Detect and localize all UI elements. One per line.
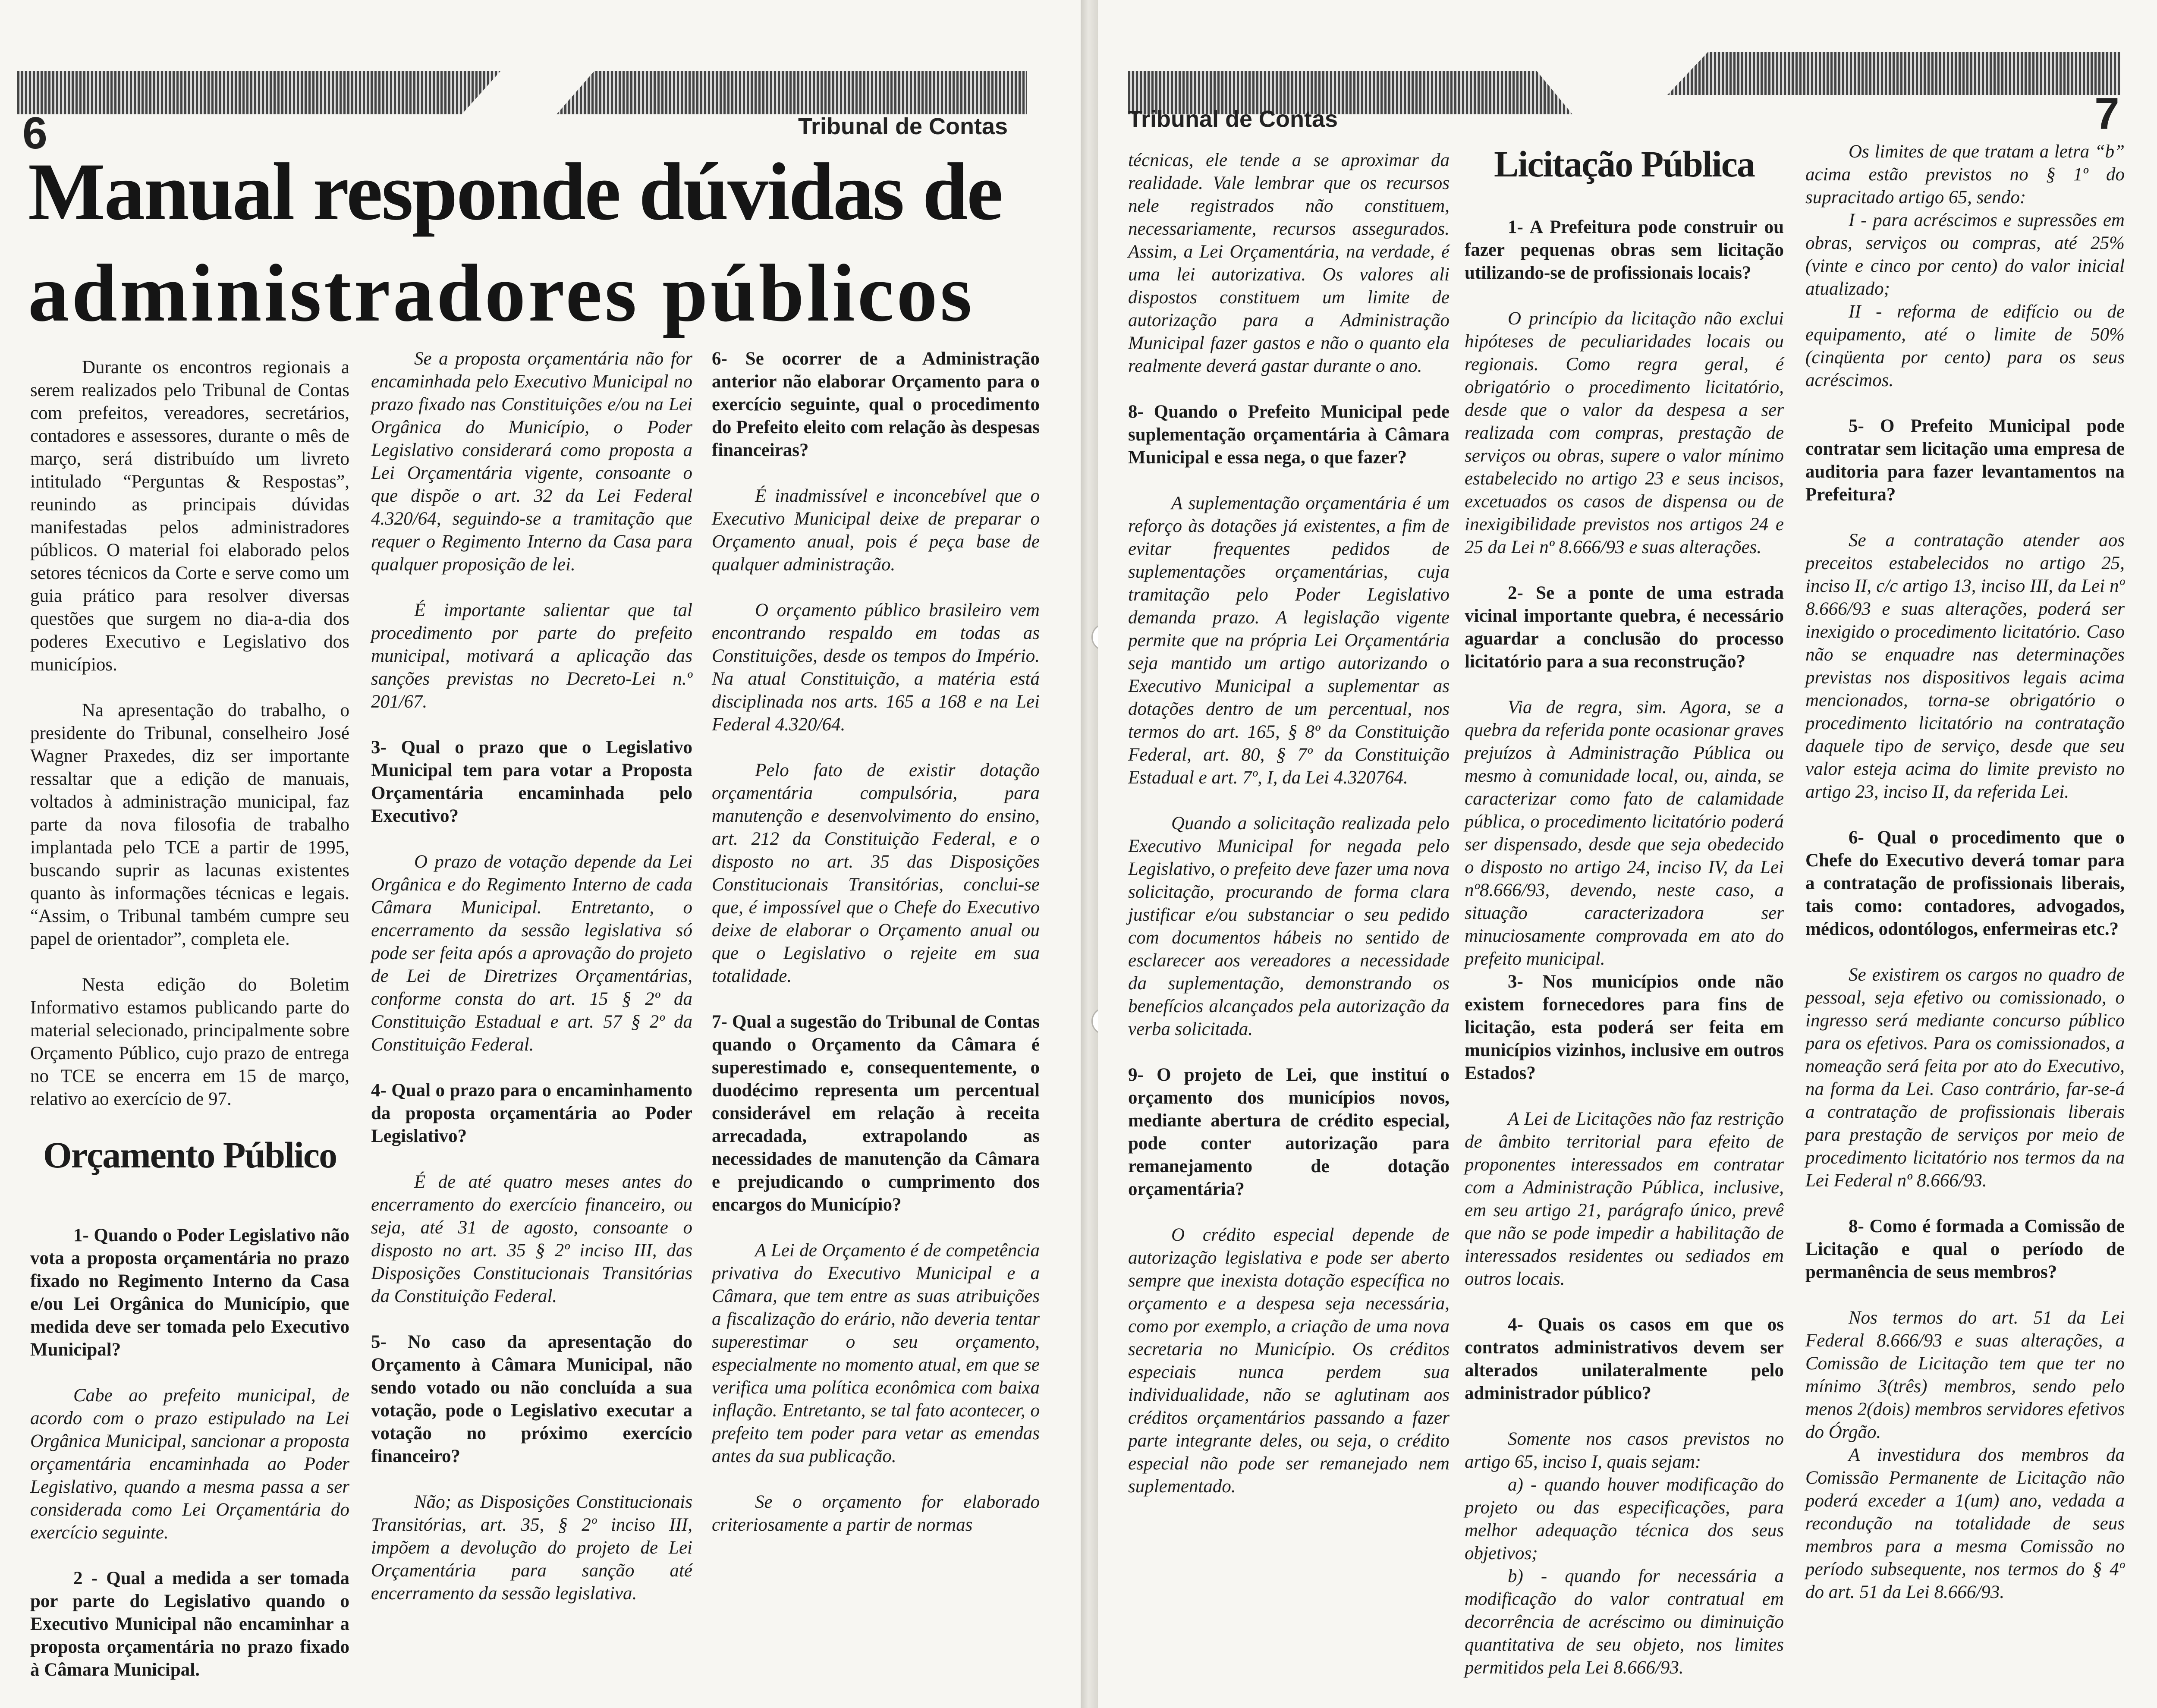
answer: Somente nos casos previstos no artigo 65, inciso I, quais sejam: — [1465, 1429, 1784, 1472]
question: 8- Quando o Prefeito Municipal pede suplementação orçamentária à Câmara Municipal e essa nega, o que fazer? — [1128, 402, 1450, 468]
answer: Se o orçamento for elaborado criteriosamente a partir de normas — [712, 1492, 1040, 1535]
answer: Se a proposta orçamentária não for encaminhada pelo Executivo Municipal no prazo fixado nas Constituições e/ou na Lei Orgânica do Município, o Poder Legislativo considerará como proposta a Lei Orçamentária vigente, consoante o que dispõe o art. 32 da Lei Federal 4.320/64, seguindo-se a tramitação que requer o Regimento Interno da Casa para qualquer proposição de lei. — [371, 349, 692, 575]
answer: a) - quando houver modificação do projeto ou das especificações, para melhor adequação técnica dos seus objetivos; — [1465, 1475, 1784, 1563]
answer: É importante salientar que tal procedimento por parte do prefeito municipal, motivará a aplicação das sanções previstas no Decreto-Lei n.º 201/67. — [371, 600, 692, 712]
question: 8- Como é formada a Comissão de Licitação e qual o período de permanência de seus membros? — [1805, 1216, 2125, 1282]
answer: O crédito especial depende de autorização legislativa e pode ser aberto sempre que inexista dotação específica no orçamento e a despesa seja necessária, como por exemplo, a criação de uma nova secretaria no Município. Os créditos especiais nunca perdem sua individualidade, não se aglutinam aos créditos orçamentários passando a fazer parte integrante deles, ou seja, o crédito especial não pode ser remanejado nem suplementado. — [1128, 1225, 1450, 1497]
page-number: 6 — [22, 108, 47, 158]
answer: Não; as Disposições Constitucionais Transitórias, art. 35, § 2º inciso III, impõem a devolução do projeto de Lei Orçamentária para sanção até encerramento da sessão legislativa. — [371, 1492, 692, 1604]
headline-line-2: administradores públicos — [28, 248, 975, 339]
answer: II - reforma de edifício ou de equipamento, até o limite de 50% (cinqüenta por cento) para os seus acréscimos. — [1805, 302, 2125, 390]
answer: A Lei de Licitações não faz restrição de âmbito territorial para efeito de proponentes interessados em contratar com a Administração Pública, inclusive, em seu artigo 21, parágrafo único, prevê que não se pode impedir a habilitação de interessados residentes ou sediados em outros locais. — [1465, 1109, 1784, 1289]
answer: É inadmissível e inconcebível que o Executivo Municipal deixe de preparar o Orçamento anual, pois é peça base de qualquer administração. — [712, 486, 1040, 575]
answer: Se existirem os cargos no quadro de pessoal, seja efetivo ou comissionado, o ingresso será mediante concurso público para os efetivos. Para os comissionados, a nomeação será feita por ato do Executivo, na forma da Lei. Caso contrário, far-se-á a contratação de profissionais liberais para prestação de serviços por meio de procedimento licitatório nos termos da na Lei Federal nº 8.666/93. — [1805, 965, 2125, 1191]
page-fold — [1081, 0, 1098, 1708]
question: 1- Quando o Poder Legislativo não vota a proposta orçamentária no prazo fixado no Regimento Interno da Casa e/ou Lei Orgânica do Município, que medida deve ser tomada pelo Executivo Municipal? — [30, 1225, 349, 1360]
question: 7- Qual a sugestão do Tribunal de Contas quando o Orçamento da Câmara é superestimado e, consequentemente, o duodécimo representa um percentual considerável em relação à receita arrecadada, extrapolando as necessidades de manutenção da Câmara e prejudicando o cumprimento dos encargos do Município? — [712, 1012, 1040, 1215]
header-decor-bar — [17, 71, 500, 114]
intro-paragraph: Na apresentação do trabalho, o presidente do Tribunal, conselheiro José Wagner Praxedes, diz ser importante ressaltar que a edição de manuais, voltados à administração municipal, faz parte da nova filosofia de trabalho implantada pelo TCE a partir de 1995, buscando suprir as lacunas existentes quanto às informações técnicas e legais. “Assim, o Tribunal também cumpre seu papel de orientador”, completa ele. — [30, 700, 349, 949]
question: 2- Se a ponte de uma estrada vicinal importante quebra, é necessário aguardar a conclusão do processo licitatório para a sua reconstrução? — [1465, 583, 1784, 672]
answer: b) - quando for necessária a modificação do valor contratual em decorrência de acréscimo ou diminuição quantitativa de seu objeto, nos limites permitidos pela Lei 8.666/93. — [1465, 1566, 1784, 1678]
answer: O prazo de votação depende da Lei Orgânica e do Regimento Interno de cada Câmara Municipal. Entretanto, o encerramento da sessão legislativa só pode ser feita após a aprovação do projeto de Lei de Diretrizes Orçamentárias, conforme consta do art. 15 § 2º da Constituição Estadual e art. 57 § 2º da Constituição Federal. — [371, 852, 692, 1055]
question: 5- O Prefeito Municipal pode contratar sem licitação uma empresa de auditoria para fazer levantamentos na Prefeitura? — [1805, 416, 2125, 505]
intro-paragraph: Nesta edição do Boletim Informativo estamos publicando parte do material selecionado, principalmente sobre Orçamento Público, cujo prazo de entrega no TCE se encerra em 15 de março, relativo ao exercício de 97. — [30, 975, 349, 1109]
answer: Pelo fato de existir dotação orçamentária compulsória, para manutenção e desenvolvimento do ensino, art. 212 da Constituição Federal, e o disposto no art. 35 das Disposições Constitucionais Transitórias, conclui-se que, é impossível que o Chefe do Executivo deixe de elaborar o Orçamento anual ou que o Legislativo o rejeite em sua totalidade. — [712, 760, 1040, 986]
question: 1- A Prefeitura pode construir ou fazer pequenas obras sem licitação utilizando-se de profissionais locais? — [1465, 217, 1784, 283]
answer: Se a contratação atender aos preceitos estabelecidos no artigo 25, inciso II, c/c artigo 13, inciso III, da Lei nº 8.666/93 e suas alterações, poderá ser inexigido o procedimento licitatório. Caso não se enquadre nas determinações previstas nos dispositivos legais acima mencionados, torna-se obrigatório o procedimento licitatório na contratação daquele tipo de serviço, desde que seu valor esteja acima do limite previsto no artigo 23, inciso II, da referida Lei. — [1805, 530, 2125, 802]
intro-paragraph: Durante os encontros regionais a serem realizados pelo Tribunal de Contas com prefeitos, vereadores, secretários, contadores e assessores, durante o mês de março, será distribuído um livreto intitulado “Perguntas & Respostas”, reunindo as principais dúvidas manifestadas pelos administradores públicos. O material foi elaborado pelos setores técnicos da Corte e serve como um guia prático para resolver diversas questões que surgem no dia-a-dia dos poderes Executivo e Legislativo dos municípios. — [30, 357, 349, 675]
headline-line-1: Manual responde dúvidas de — [28, 147, 1002, 237]
question: 4- Qual o prazo para o encaminhamento da proposta orçamentária ao Poder Legislativo? — [371, 1080, 692, 1146]
question: 5- No caso da apresentação do Orçamento à Câmara Municipal, não sendo votado ou não concluída a sua votação, pode o Legislativo executar a votação no próximo exercício financeiro? — [371, 1332, 692, 1466]
header-decor-bar — [1667, 52, 2120, 95]
answer: Nos termos do art. 51 da Lei Federal 8.666/93 e suas alterações, a Comissão de Licitação tem que ter no mínimo 3(três) membros, sendo pelo menos 2(dois) membros servidores efetivos do Órgão. — [1805, 1308, 2125, 1442]
running-header: Tribunal de Contas — [1128, 106, 1338, 132]
answer: Os limites de que tratam a letra “b” acima estão previstos no § 1º do supracitado artigo 65, sendo: — [1805, 142, 2125, 208]
question: 9- O projeto de Lei, que instituí o orçamento dos municípios novos, mediante abertura de crédito especial, pode conter autorização para remanejamento de dotação orçamentária? — [1128, 1065, 1450, 1199]
answer: O orçamento público brasileiro vem encontrando respaldo em todas as Constituições, desde os tempos do Império. Na atual Constituição, a matéria está disciplinada nos arts. 165 a 168 e na Lei Federal 4.320/64. — [712, 600, 1040, 735]
question: 3- Qual o prazo que o Legislativo Municipal tem para votar a Proposta Orçamentária encaminhada pelo Executivo? — [371, 737, 692, 826]
answer: técnicas, ele tende a se aproximar da realidade. Vale lembrar que os recursos nele registrados não constituem, necessariamente, recursos assegurados. Assim, a Lei Orçamentária, na verdade, é uma lei autorizativa. Os valores ali dispostos constituem um limite de autorização para a Administração Municipal fazer gastos e não o quanto ela realmente deverá gastar durante o ano. — [1128, 150, 1450, 376]
question: 4- Quais os casos em que os contratos administrativos devem ser alterados unilateralmente pelo administrador público? — [1465, 1315, 1784, 1403]
right-column-3 — [1805, 140, 2125, 1604]
section-title-orcamento: Orçamento Público — [43, 1134, 337, 1176]
page-number: 7 — [2094, 89, 2119, 139]
answer: Quando a solicitação realizada pelo Executivo Municipal for negada pelo Legislativo, o prefeito deve fazer uma nova solicitação, procurando de forma clara justificar e/ou substanciar o seu pedido com documentos hábeis no sentido de esclarecer aos vereadores a necessidade da suplementação, demonstrando os benefícios alcançados pela autorização da verba solicitada. — [1128, 813, 1450, 1039]
right-column-1 — [1128, 149, 1450, 1498]
right-column-2 — [1465, 142, 1784, 1679]
answer: A Lei de Orçamento é de competência privativa do Executivo Municipal e a Câmara, que tem entre as suas atribuições a fiscalização do erário, não deveria tentar superestimar o seu orçamento, especialmente no momento atual, em que se verifica uma política econômica com baixa inflação. Entretanto, se tal fato acontecer, o prefeito tem poder para vetar as emendas antes da sua publicação. — [712, 1240, 1040, 1466]
answer: Cabe ao prefeito municipal, de acordo com o prazo estipulado na Lei Orgânica Municipal, sancionar a proposta orçamentária encaminhada ao Poder Legislativo, quando a mesma passa a ser considerada como Lei Orçamentária do exercício seguinte. — [30, 1385, 349, 1543]
question: 6- Qual o procedimento que o Chefe do Executivo deverá tomar para a contratação de profissionais liberais, tais como: contadores, advogados, médicos, odontólogos, enfermeiras etc.? — [1805, 827, 2125, 939]
answer: A suplementação orçamentária é um reforço às dotações já existentes, a fim de evitar frequentes pedidos de suplementações orçamentárias, cuja tramitação pelo Poder Legislativo demanda prazo. A legislação vigente permite que na própria Lei Orçamentária seja mantido um artigo autorizando o Executivo Municipal a suplementar as dotações dentro de um percentual, nos termos do art. 165, § 8º da Constituição Federal, art. 80, § 7º da Constituição Estadual e art. 7º, I, da Lei 4.320764. — [1128, 493, 1450, 788]
question: 2 - Qual a medida a ser tomada por parte do Legislativo quando o Executivo Municipal não encaminhar a proposta orçamentária no prazo fixado à Câmara Municipal. — [30, 1568, 349, 1680]
left-column-2 — [371, 347, 692, 1605]
answer: O princípio da licitação não exclui hipóteses de peculiaridades locais ou regionais. Como regra geral, é obrigatório o procedimento licitatório, desde que o valor da despesa a ser realizada com compras, prestação de serviços ou obras, supere o valor mínimo estabelecido no artigo 23 e seus incisos, excetuados os casos de dispensa ou de inexigibilidade previstos nos artigos 24 e 25 da Lei nº 8.666/93 e suas alterações. — [1465, 308, 1784, 557]
answer: Via de regra, sim. Agora, se a quebra da referida ponte ocasionar graves prejuízos à Administração Pública ou mesmo à comunidade local, ou, ainda, se caracterizar como fato de calamidade pública, o procedimento licitatório poderá ser dispensado, desde que seja obedecido o disposto no artigo 24, inciso IV, da Lei nº8.666/93, devendo, neste caso, a situação caracterizadora ser minuciosamente comprovada em ato do prefeito municipal. — [1465, 697, 1784, 969]
answer: A investidura dos membros da Comissão Permanente de Licitação não poderá exceder a 1(um) ano, vedada a recondução na totalidade de seus membros para a mesma Comissão no período subsequente, nos termos do § 4º do art. 51 da Lei 8.666/93. — [1805, 1445, 2125, 1602]
section-title-licitacao: Licitação Pública — [1494, 143, 1755, 185]
answer: I - para acréscimos e supressões em obras, serviços ou compras, até 25% (vinte e cinco por cento) do valor inicial atualizado; — [1805, 210, 2125, 299]
left-column-1 — [30, 356, 349, 1681]
right-page — [1098, 0, 2157, 1708]
running-header: Tribunal de Contas — [798, 113, 1008, 139]
left-column-3 — [712, 347, 1040, 1536]
question: 3- Nos municípios onde não existem fornecedores para fins de licitação, esta poderá ser feita em municípios vizinhos, inclusive em outros Estados? — [1465, 972, 1784, 1083]
question: 6- Se ocorrer de a Administração anterior não elaborar Orçamento para o exercício seguinte, qual o procedimento do Prefeito eleito com relação às despesas financeiras? — [712, 349, 1040, 460]
answer: É de até quatro meses antes do encerramento do exercício financeiro, ou seja, até 31 de agosto, consoante o disposto no art. 35 § 2º inciso III, das Disposições Constitucionais Transitórias da Constituição Federal. — [371, 1172, 692, 1306]
header-decor-bar — [557, 71, 1027, 114]
